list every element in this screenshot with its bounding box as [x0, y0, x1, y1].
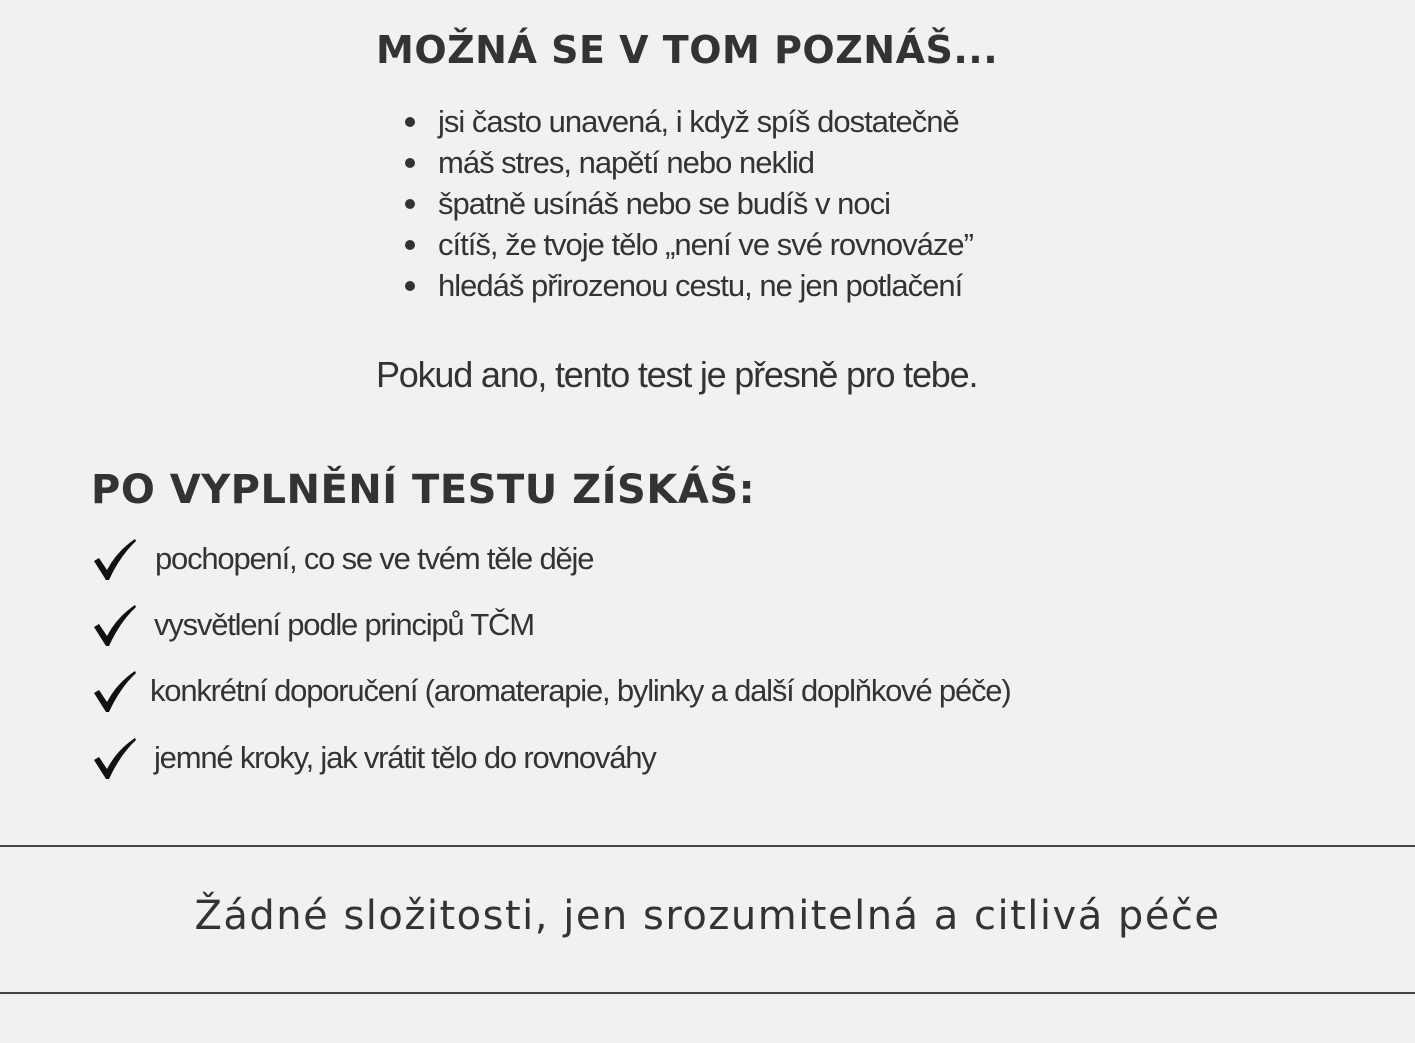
- tagline: Žádné složitosti, jen srozumitelná a citlivá péče: [194, 893, 1221, 939]
- list-item: [398, 224, 973, 265]
- symptom-list: [398, 101, 973, 306]
- list-item: [398, 265, 973, 306]
- list-item-text: hledáš přirozenou cestu, ne jen potlačení: [438, 267, 963, 303]
- checkmark-icon: [91, 536, 137, 582]
- list-item: [398, 183, 973, 224]
- benefit-text: konkrétní doporučení (aromaterapie, bylinky a další doplňkové péče): [150, 673, 1011, 708]
- list-item-text: cítíš, že tvoje tělo „není ve své rovnováze”: [438, 226, 973, 262]
- list-item-text: jsi často unavená, i když spíš dostatečně: [438, 103, 959, 139]
- cta-text: Pokud ano, tento test je přesně pro tebe.: [376, 354, 978, 395]
- benefit-item: [91, 536, 593, 582]
- list-item-text: špatně usínáš nebo se budíš v noci: [438, 185, 890, 221]
- benefit-item: [91, 735, 656, 781]
- bullet-icon: [405, 240, 415, 250]
- checkmark-icon: [91, 735, 137, 781]
- benefits-title: PO VYPLNĚNÍ TESTU ZÍSKÁŠ:: [91, 467, 756, 513]
- intro-title: MOŽNÁ SE V TOM POZNÁŠ...: [376, 28, 999, 72]
- checkmark-icon: [91, 602, 137, 648]
- divider-bottom: [0, 992, 1415, 994]
- benefit-text: vysvětlení podle principů TČM: [154, 607, 534, 642]
- bullet-icon: [405, 281, 415, 291]
- bullet-icon: [405, 199, 415, 209]
- bullet-icon: [405, 158, 415, 168]
- divider-top: [0, 845, 1415, 847]
- benefit-text: pochopení, co se ve tvém těle děje: [155, 541, 594, 576]
- bullet-icon: [405, 117, 415, 127]
- checkmark-icon: [91, 668, 137, 714]
- benefit-item: [91, 602, 534, 648]
- list-item: [398, 101, 973, 142]
- benefit-text: jemné kroky, jak vrátit tělo do rovnováhy: [154, 740, 656, 775]
- benefit-item: [91, 668, 1010, 714]
- list-item: [398, 142, 973, 183]
- list-item-text: máš stres, napětí nebo neklid: [438, 144, 814, 180]
